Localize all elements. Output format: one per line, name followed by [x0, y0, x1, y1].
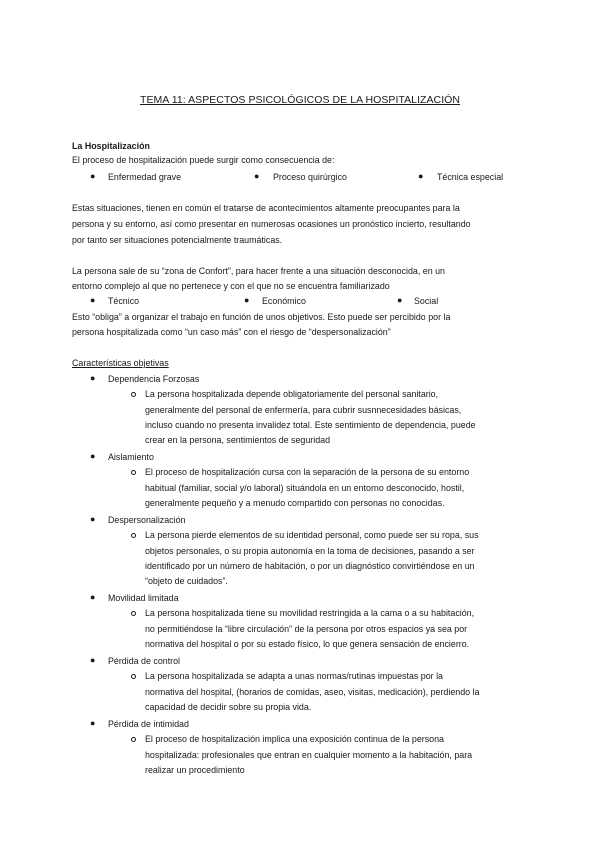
bullet-dot: ●	[90, 514, 96, 524]
sub-bullet-circle	[131, 674, 136, 679]
intro-text: El proceso de hospitalización puede surgir como consecuencia de:	[72, 155, 335, 165]
paragraph-line: Esto “obliga” a organizar el trabajo en función de unos objetivos. Esto puede ser percibido por la	[72, 312, 451, 322]
area-item: Económico	[262, 296, 306, 306]
paragraph-line: La persona sale de su “zona de Confort”, para hacer frente a una situación desconocida, en un	[72, 266, 445, 276]
characteristic-text: La persona hospitalizada se adapta a unas normas/rutinas impuestas por la	[145, 671, 443, 681]
characteristic-text: objetos personales, o su propia autonomía en la toma de decisiones, pasando a ser	[145, 546, 475, 556]
characteristic-text: incluso cuando no presenta invalidez total. Este sentimiento de dependencia, puede	[145, 420, 476, 430]
sub-bullet-circle	[131, 737, 136, 742]
sub-bullet-circle	[131, 533, 136, 538]
characteristic-label: Despersonalización	[108, 515, 186, 525]
area-item: Social	[414, 296, 439, 306]
sub-bullet-circle	[131, 470, 136, 475]
bullet-dot: ●	[90, 655, 96, 665]
bullet-dot: ●	[244, 295, 250, 305]
characteristic-text: identificado por un número de habitación, o por un diagnóstico convirtiéndose en un	[145, 561, 475, 571]
bullet-dot: ●	[90, 171, 96, 181]
paragraph-line: Estas situaciones, tienen en común el tratarse de acontecimientos altamente preocupantes para la	[72, 203, 460, 213]
characteristic-text: El proceso de hospitalización implica una exposición continua de la persona	[145, 734, 444, 744]
cause-item: Técnica especial	[437, 172, 504, 182]
characteristic-label: Movilidad limitada	[108, 593, 179, 603]
paragraph-line: persona y su entorno, así como presentar en numerosas ocasiones un pronóstico incierto, resultando	[72, 219, 471, 229]
characteristic-text: no permitiéndose la “libre circulación” de la persona por otros espacios ya sea por	[145, 624, 468, 634]
characteristic-text: capacidad de decidir sobre su propia vida.	[145, 702, 312, 712]
cause-item: Enfermedad grave	[108, 172, 182, 182]
characteristic-text: La persona pierde elementos de su identidad personal, como puede ser su ropa, sus	[145, 530, 479, 540]
characteristic-label: Dependencia Forzosas	[108, 374, 200, 384]
bullet-dot: ●	[90, 451, 96, 461]
sub-bullet-circle	[131, 611, 136, 616]
bullet-dot: ●	[90, 373, 96, 383]
section-heading-caracteristicas: Características objetivas	[72, 358, 169, 368]
characteristic-text: habitual (familiar, social y/o laboral) situándola en un entorno desconocido, hostil,	[145, 483, 465, 493]
characteristic-text: La persona hospitalizada tiene su movilidad restringida a la cama o a su habitación,	[145, 608, 475, 618]
bullet-dot: ●	[90, 592, 96, 602]
characteristic-label: Aislamiento	[108, 452, 154, 462]
sub-bullet-circle	[131, 392, 136, 397]
paragraph-line: persona hospitalizada como “un caso más” con el riesgo de “despersonalización”	[72, 327, 391, 337]
section-heading-hospitalizacion: La Hospitalización	[72, 141, 150, 151]
characteristic-text: normativa del hospital o por su estado físico, lo que genera sensación de encierro.	[145, 639, 470, 649]
bullet-dot: ●	[90, 295, 96, 305]
characteristic-text: generalmente del personal de enfermería, para cubrir susnnecesidades básicas,	[145, 405, 462, 415]
area-item: Técnico	[108, 296, 140, 306]
characteristic-text: El proceso de hospitalización cursa con la separación de la persona de su entorno	[145, 467, 470, 477]
characteristic-text: generalmente pequeño y a menudo compartido con personas no conocidas.	[145, 498, 445, 508]
characteristic-text: “objeto de cuidados”.	[145, 576, 228, 586]
bullet-dot: ●	[254, 171, 260, 181]
characteristic-label: Pérdida de intimidad	[108, 719, 189, 729]
paragraph-line: por tanto ser situaciones potencialmente traumáticas.	[72, 235, 283, 245]
bullet-dot: ●	[418, 171, 424, 181]
characteristic-text: crear en la persona, sentimientos de seguridad	[145, 435, 331, 445]
characteristic-label: Pérdida de control	[108, 656, 181, 666]
bullet-dot: ●	[397, 295, 403, 305]
characteristic-text: normativa del hospital, (horarios de comidas, aseo, visitas, medicación), perdiendo la	[145, 687, 480, 697]
document-title: TEMA 11: ASPECTOS PSICOLÓGICOS DE LA HOSPITALIZACIÓN	[139, 94, 461, 106]
paragraph-line: entorno complejo al que no pertenece y con el que no se encuentra familiarizado	[72, 281, 390, 291]
cause-item: Proceso quirúrgico	[273, 172, 347, 182]
characteristic-text: La persona hospitalizada depende obligatoriamente del personal sanitario,	[145, 389, 439, 399]
characteristic-text: hospitalizada: profesionales que entran en cualquier momento a la habitación, para	[145, 750, 473, 760]
characteristic-text: realizar un procedimiento	[145, 765, 245, 775]
bullet-dot: ●	[90, 718, 96, 728]
